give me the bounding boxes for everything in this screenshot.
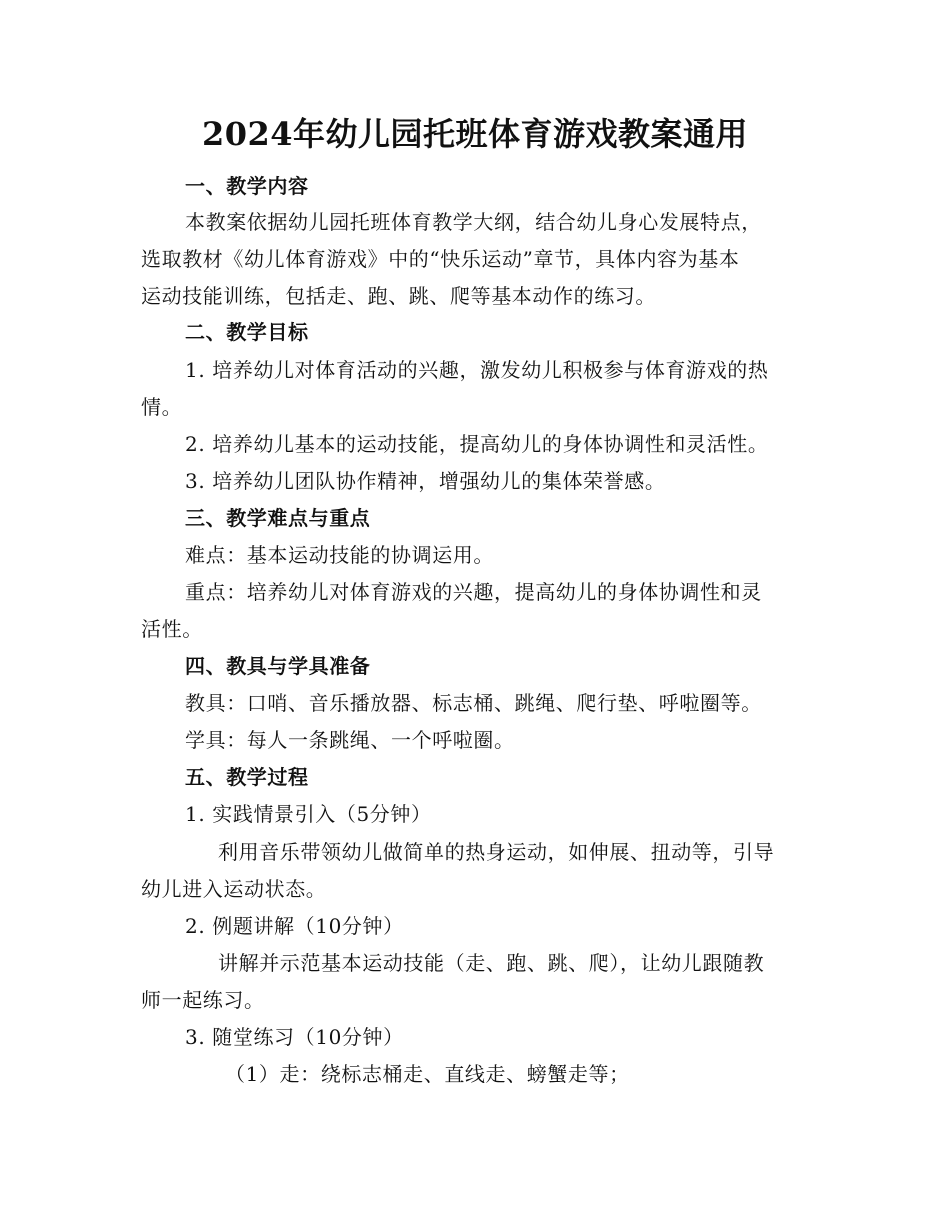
- section-heading-content: 一、教学内容: [185, 174, 309, 198]
- list-item: 2. 例题讲解（10分钟）: [185, 914, 404, 938]
- paragraph-line: 运动技能训练，包括走、跑、跳、爬等基本动作的练习。: [141, 284, 656, 308]
- list-item: 1. 实践情景引入（5分钟）: [185, 802, 432, 826]
- section-heading-materials: 四、教具与学具准备: [185, 654, 371, 678]
- paragraph-line: 教具：口哨、音乐播放器、标志桶、跳绳、爬行垫、呼啦圈等。: [185, 691, 762, 715]
- paragraph-line: 讲解并示范基本运动技能（走、跑、跳、爬），让幼儿跟随教: [218, 951, 765, 975]
- list-item: 3. 随堂练习（10分钟）: [185, 1025, 404, 1049]
- list-item: 3. 培养幼儿团队协作精神，增强幼儿的集体荣誉感。: [185, 469, 666, 493]
- list-item: 2. 培养幼儿基本的运动技能，提高幼儿的身体协调性和灵活性。: [185, 432, 769, 456]
- paragraph-line: 师一起练习。: [141, 988, 265, 1012]
- list-item-continuation: 情。: [141, 395, 183, 419]
- paragraph-line: 学具：每人一条跳绳、一个呼啦圈。: [185, 728, 515, 752]
- section-heading-process: 五、教学过程: [185, 765, 309, 789]
- section-heading-key-points: 三、教学难点与重点: [185, 506, 371, 530]
- paragraph-line: 选取教材《幼儿体育游戏》中的“快乐运动”章节，具体内容为基本: [141, 247, 740, 271]
- list-item: 1. 培养幼儿对体育活动的兴趣，激发幼儿积极参与体育游戏的热: [185, 358, 769, 382]
- section-heading-objectives: 二、教学目标: [185, 320, 309, 344]
- sub-list-item: （1）走：绕标志桶走、直线走、螃蟹走等；: [225, 1062, 630, 1086]
- paragraph-line: 重点：培养幼儿对体育游戏的兴趣，提高幼儿的身体协调性和灵: [185, 580, 762, 604]
- paragraph-line: 难点：基本运动技能的协调运用。: [185, 543, 494, 567]
- paragraph-line: 利用音乐带领幼儿做简单的热身运动，如伸展、扭动等，引导: [218, 840, 775, 864]
- paragraph-line: 活性。: [141, 617, 203, 641]
- paragraph-line: 幼儿进入运动状态。: [141, 877, 327, 901]
- document-title: 2024年幼儿园托班体育游戏教案通用: [201, 115, 749, 153]
- paragraph-line: 本教案依据幼儿园托班体育教学大纲，结合幼儿身心发展特点，: [185, 210, 762, 234]
